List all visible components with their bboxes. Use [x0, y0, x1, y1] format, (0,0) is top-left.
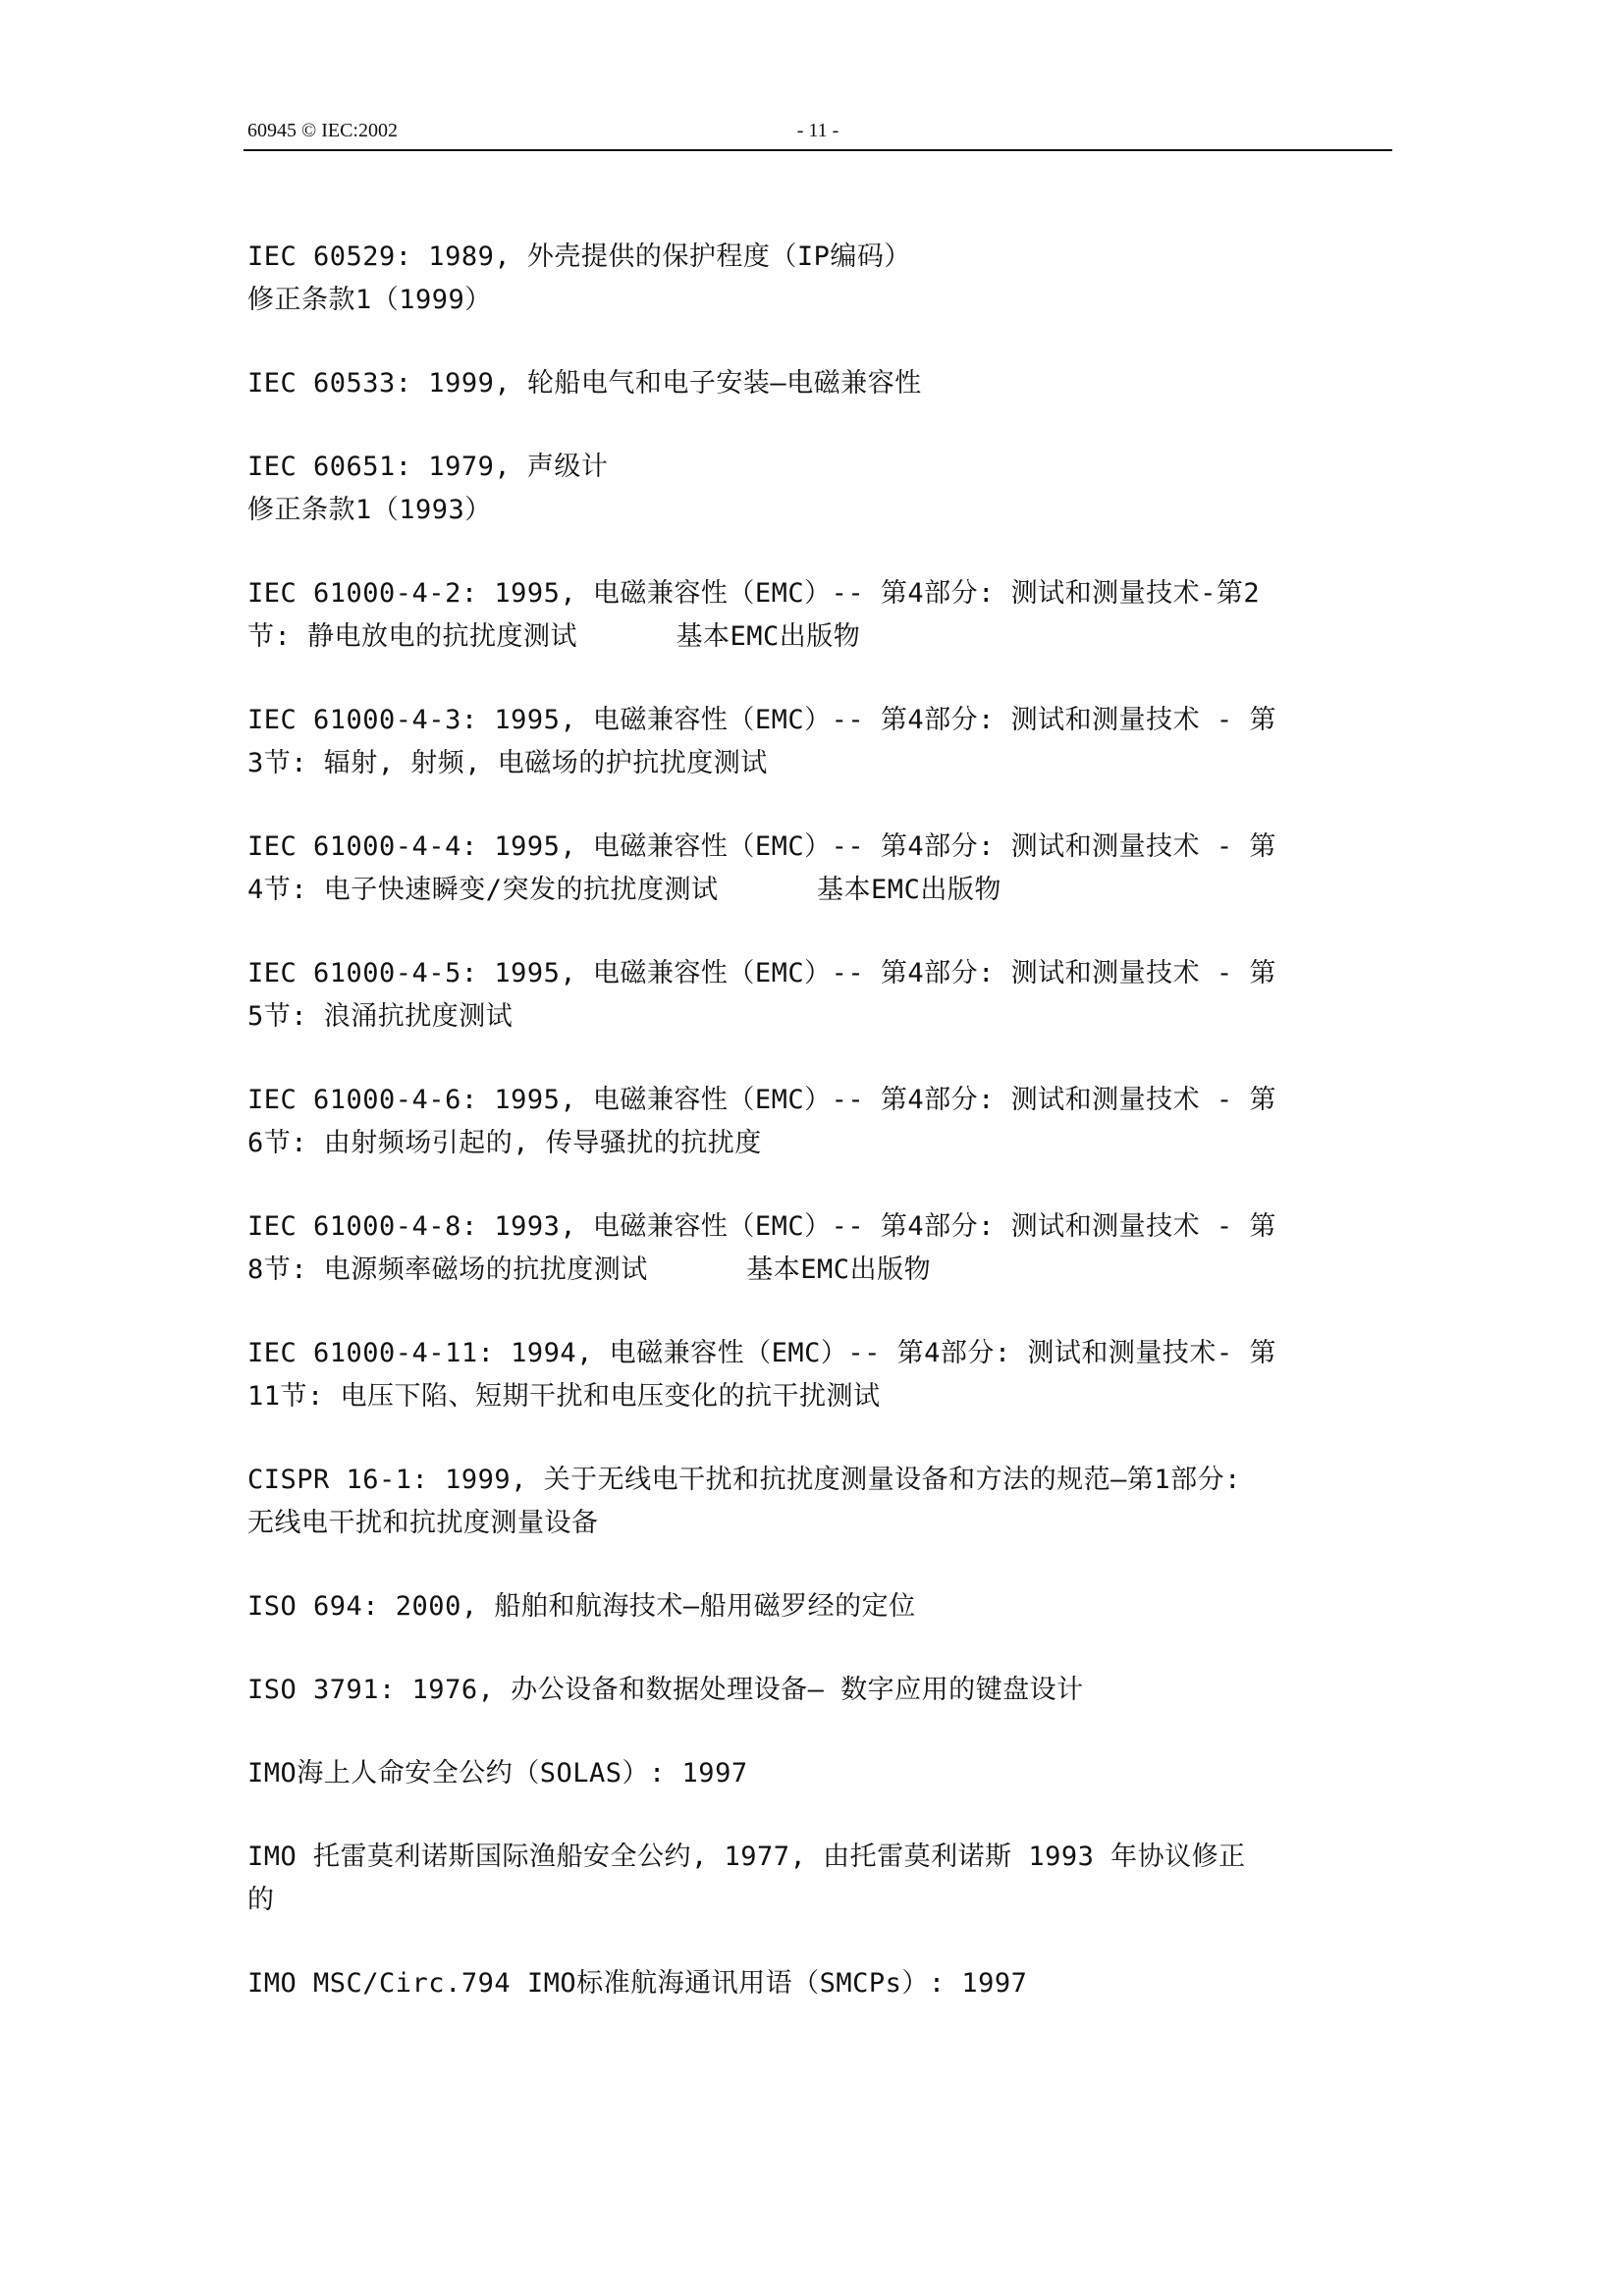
reference-line: IMO海上人命安全公约（SOLAS）: 1997 [247, 1758, 748, 1789]
reference-line: ISO 694: 2000, 船舶和航海技术—船用磁罗经的定位 [247, 1591, 916, 1622]
reference-line: IEC 61000-4-5: 1995, 电磁兼容性（EMC）-- 第4部分: 测试和测量技术 - 第 [247, 958, 1276, 988]
reference-line: IEC 61000-4-6: 1995, 电磁兼容性（EMC）-- 第4部分: 测试和测量技术 - 第 [247, 1085, 1276, 1115]
reference-entry [247, 362, 1392, 405]
reference-line: IEC 61000-4-11: 1994, 电磁兼容性（EMC）-- 第4部分: 测试和测量技术- 第 [247, 1338, 1276, 1368]
reference-entry [247, 1332, 1392, 1418]
reference-entry [247, 1459, 1392, 1545]
reference-line: 8节: 电源频率磁场的抗扰度测试 基本EMC出版物 [247, 1255, 932, 1285]
normative-references-list [247, 236, 1392, 2046]
reference-entry [247, 826, 1392, 912]
reference-entry [247, 952, 1392, 1039]
reference-entry [247, 1079, 1392, 1165]
reference-line: IEC 61000-4-4: 1995, 电磁兼容性（EMC）-- 第4部分: 测试和测量技术 - 第 [247, 831, 1276, 862]
reference-entry [247, 1962, 1392, 2005]
reference-line: 5节: 浪涌抗扰度测试 [247, 1001, 514, 1032]
page-number: - 11 - [796, 120, 839, 141]
reference-line: IEC 61000-4-2: 1995, 电磁兼容性（EMC）-- 第4部分: 测试和测量技术-第2 [247, 578, 1261, 609]
reference-entry [247, 699, 1392, 785]
reference-entry [247, 1669, 1392, 1712]
reference-entry [247, 1836, 1392, 1922]
reference-line: IEC 61000-4-3: 1995, 电磁兼容性（EMC）-- 第4部分: 测试和测量技术 - 第 [247, 705, 1276, 735]
reference-line: IMO 托雷莫利诺斯国际渔船安全公约, 1977, 由托雷莫利诺斯 1993 年协议修正 [247, 1842, 1246, 1872]
reference-line: 4节: 电子快速瞬变/突发的抗扰度测试 基本EMC出版物 [247, 875, 1001, 905]
reference-line: IMO MSC/Circ.794 IMO标准航海通讯用语（SMCPs）: 1997 [247, 1968, 1028, 1999]
reference-line: ISO 3791: 1976, 办公设备和数据处理设备— 数字应用的键盘设计 [247, 1675, 1084, 1705]
reference-entry [247, 236, 1392, 322]
reference-line: 3节: 辐射, 射频, 电磁场的护抗扰度测试 [247, 748, 768, 778]
reference-entry [247, 1752, 1392, 1795]
reference-entry [247, 1205, 1392, 1292]
reference-line: 的 [247, 1885, 275, 1915]
reference-line: CISPR 16-1: 1999, 关于无线电干扰和抗扰度测量设备和方法的规范—第1部分: [247, 1465, 1241, 1495]
reference-entry [247, 572, 1392, 659]
reference-line: IEC 61000-4-8: 1993, 电磁兼容性（EMC）-- 第4部分: 测试和测量技术 - 第 [247, 1211, 1276, 1242]
reference-entry [247, 1585, 1392, 1629]
reference-line: 节: 静电放电的抗扰度测试 基本EMC出版物 [247, 621, 861, 652]
page-header [244, 118, 1392, 151]
reference-line: 修正条款1（1993） [247, 495, 492, 525]
document-id: 60945 © IEC:2002 [247, 120, 398, 141]
reference-line: 无线电干扰和抗扰度测量设备 [247, 1508, 599, 1538]
reference-line: IEC 60651: 1979, 声级计 [247, 452, 609, 482]
reference-line: 修正条款1（1999） [247, 285, 492, 315]
reference-line: IEC 60529: 1989, 外壳提供的保护程度（IP编码） [247, 241, 911, 272]
reference-line: 11节: 电压下陷、短期干扰和电压变化的抗干扰测试 [247, 1381, 881, 1412]
reference-line: 6节: 由射频场引起的, 传导骚扰的抗扰度 [247, 1128, 762, 1158]
reference-entry [247, 446, 1392, 532]
reference-line: IEC 60533: 1999, 轮船电气和电子安装—电磁兼容性 [247, 368, 922, 399]
